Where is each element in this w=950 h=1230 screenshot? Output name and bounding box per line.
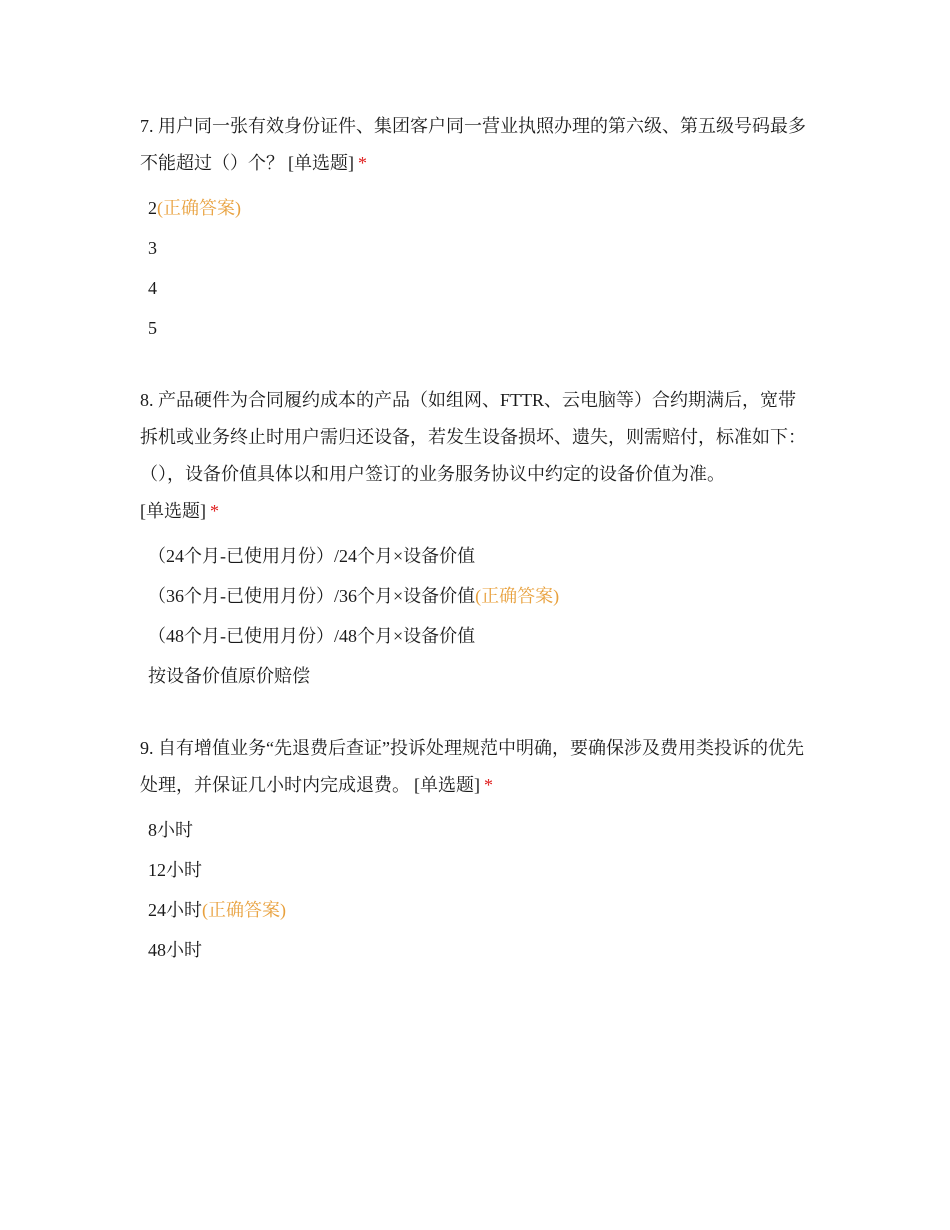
option-label: 48小时: [148, 940, 202, 960]
question-type: [单选题]: [288, 153, 354, 173]
question-stem: 8. 产品硬件为合同履约成本的产品（如组网、FTTR、云电脑等）合约期满后，宽带拆机或业务终止时用户需归还设备，若发生设备损坏、遗失，则需赔付，标准如下：（），设备价值具体以和用户签订的业务服务协议中约定的设备价值为准。: [140, 390, 806, 484]
option-list: [140, 810, 812, 970]
option-24-hours[interactable]: [148, 890, 812, 930]
option-48-months[interactable]: [148, 616, 812, 656]
question-stem: 7. 用户同一张有效身份证件、集团客户同一营业执照办理的第六级、第五级号码最多不能超过（）个？: [140, 116, 806, 173]
correct-answer-tag: (正确答案): [202, 900, 286, 920]
option-12-hours[interactable]: [148, 850, 812, 890]
question-8: [140, 382, 812, 696]
option-5[interactable]: [148, 308, 812, 348]
option-label: （36个月-已使用月份）/36个月×设备价值: [148, 586, 476, 606]
question-type: [单选题]: [414, 775, 480, 795]
survey-page: [140, 108, 812, 1004]
correct-answer-tag: (正确答案): [475, 586, 560, 606]
option-label: 3: [148, 238, 157, 258]
option-24-months[interactable]: [148, 536, 812, 576]
option-label: 8小时: [148, 820, 193, 840]
question-text: [140, 108, 812, 182]
question-text: [140, 730, 812, 804]
option-3[interactable]: [148, 228, 812, 268]
option-48-hours[interactable]: [148, 930, 812, 970]
question-stem: 9. 自有增值业务“先退费后查证”投诉处理规范中明确，要确保涉及费用类投诉的优先处理，并保证几小时内完成退费。: [140, 738, 804, 795]
option-original-price[interactable]: [148, 656, 812, 696]
question-text: [140, 382, 812, 530]
question-9: [140, 730, 812, 970]
option-list: [140, 188, 812, 348]
option-label: 24小时: [148, 900, 202, 920]
option-label: 按设备价值原价赔偿: [148, 666, 310, 686]
correct-answer-tag: (正确答案): [157, 198, 241, 218]
required-mark: *: [484, 775, 493, 795]
option-label: 4: [148, 278, 157, 298]
option-36-months[interactable]: [148, 576, 812, 616]
option-label: 2: [148, 198, 157, 218]
option-label: （24个月-已使用月份）/24个月×设备价值: [148, 546, 476, 566]
question-7: [140, 108, 812, 348]
option-list: [140, 536, 812, 696]
required-mark: *: [358, 153, 367, 173]
option-label: （48个月-已使用月份）/48个月×设备价值: [148, 626, 476, 646]
option-label: 12小时: [148, 860, 202, 880]
option-label: 5: [148, 318, 157, 338]
option-2[interactable]: [148, 188, 812, 228]
option-4[interactable]: [148, 268, 812, 308]
option-8-hours[interactable]: [148, 810, 812, 850]
required-mark: *: [210, 501, 219, 521]
question-type: [单选题]: [140, 501, 206, 521]
